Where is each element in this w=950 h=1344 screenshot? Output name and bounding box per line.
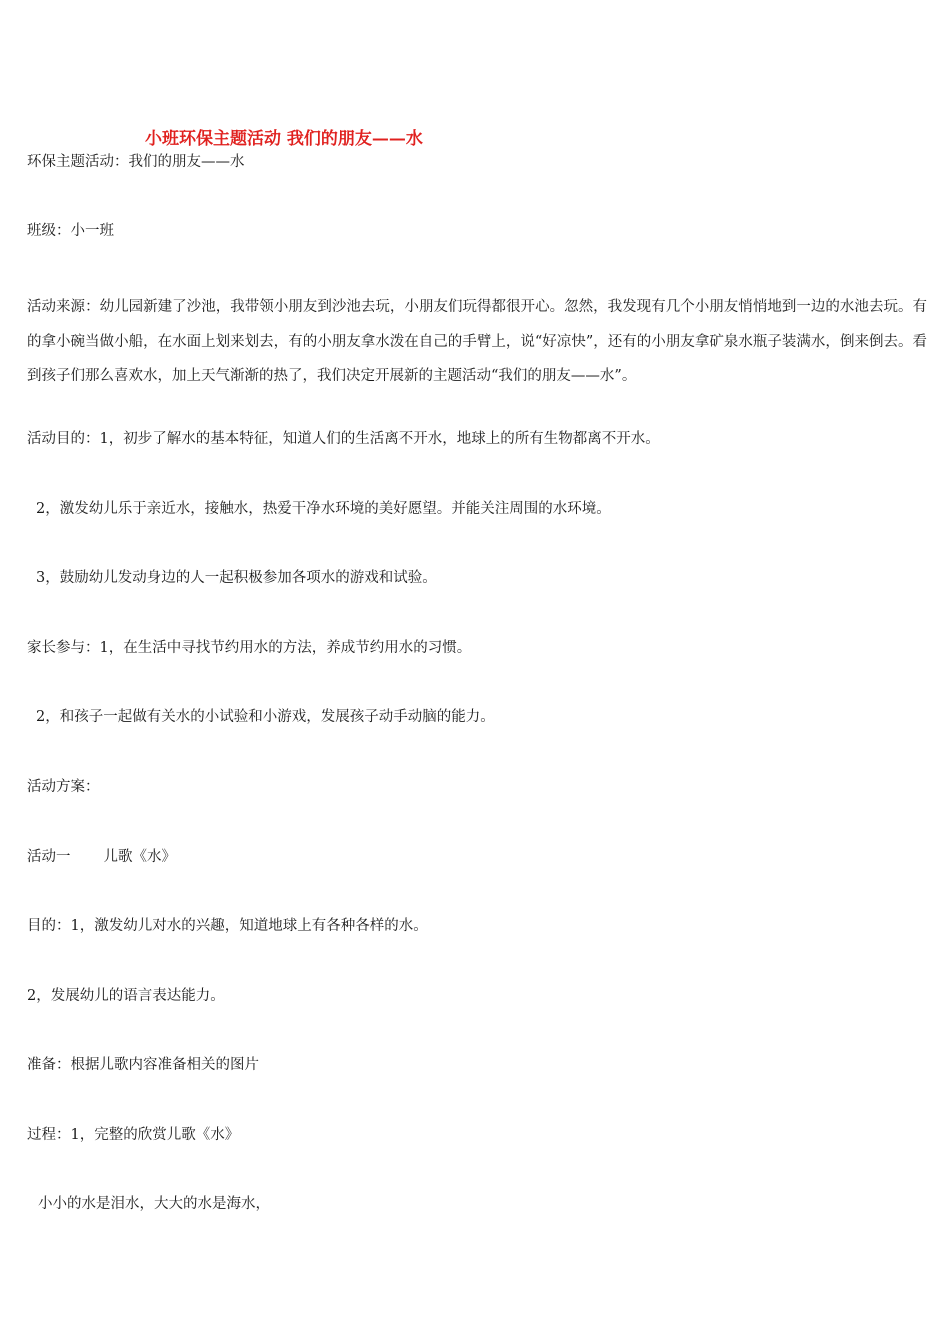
parent-line-2: 2，和孩子一起做有关水的小试验和小游戏，发展孩子动手动脑的能力。 <box>36 709 495 725</box>
plan-heading: 活动方案： <box>27 779 100 795</box>
goal-line-2: 2，激发幼儿乐于亲近水，接触水，热爱干净水环境的美好愿望。并能关注周围的水环境。 <box>36 501 611 517</box>
aim-line-1: 目的：1，激发幼儿对水的兴趣，知道地球上有各种各样的水。 <box>27 918 428 934</box>
goal-line-1: 活动目的：1，初步了解水的基本特征，知道人们的生活离不开水，地球上的所有生物都离不开水。 <box>27 431 660 447</box>
activity-1-name: 儿歌《水》 <box>103 849 176 865</box>
class-line: 班级：小一班 <box>27 223 114 239</box>
process-line-1: 过程：1，完整的欣赏儿歌《水》 <box>27 1127 240 1143</box>
theme-line: 环保主题活动：我们的朋友——水 <box>27 154 245 170</box>
document-title: 小班环保主题活动 我们的朋友——水 <box>145 129 423 149</box>
prep-line: 准备：根据儿歌内容准备相关的图片 <box>27 1057 259 1073</box>
source-paragraph: 活动来源：幼儿园新建了沙池，我带领小朋友到沙池去玩，小朋友们玩得都很开心。忽然，我发现有几个小朋友悄悄地到一边的水池去玩。有的拿小碗当做小船，在水面上划来划去，有的小朋友拿水泼在自己的手臂上，说“好凉快”，还有的小朋友拿矿泉水瓶子装满水，倒来倒去。看到孩子们那么喜欢水，加上天气渐渐的热了，我们决定开展新的主题活动“我们的朋友——水”。 <box>27 299 927 384</box>
poem-line-1: 小小的水是泪水，大大的水是海水， <box>38 1196 270 1212</box>
activity-1-label: 活动一 <box>27 849 71 865</box>
goal-line-3: 3，鼓励幼儿发动身边的人一起积极参加各项水的游戏和试验。 <box>36 570 437 586</box>
aim-line-2: 2，发展幼儿的语言表达能力。 <box>27 988 225 1004</box>
parent-line-1: 家长参与：1，在生活中寻找节约用水的方法，养成节约用水的习惯。 <box>27 640 472 656</box>
activity-1-line <box>27 847 176 867</box>
